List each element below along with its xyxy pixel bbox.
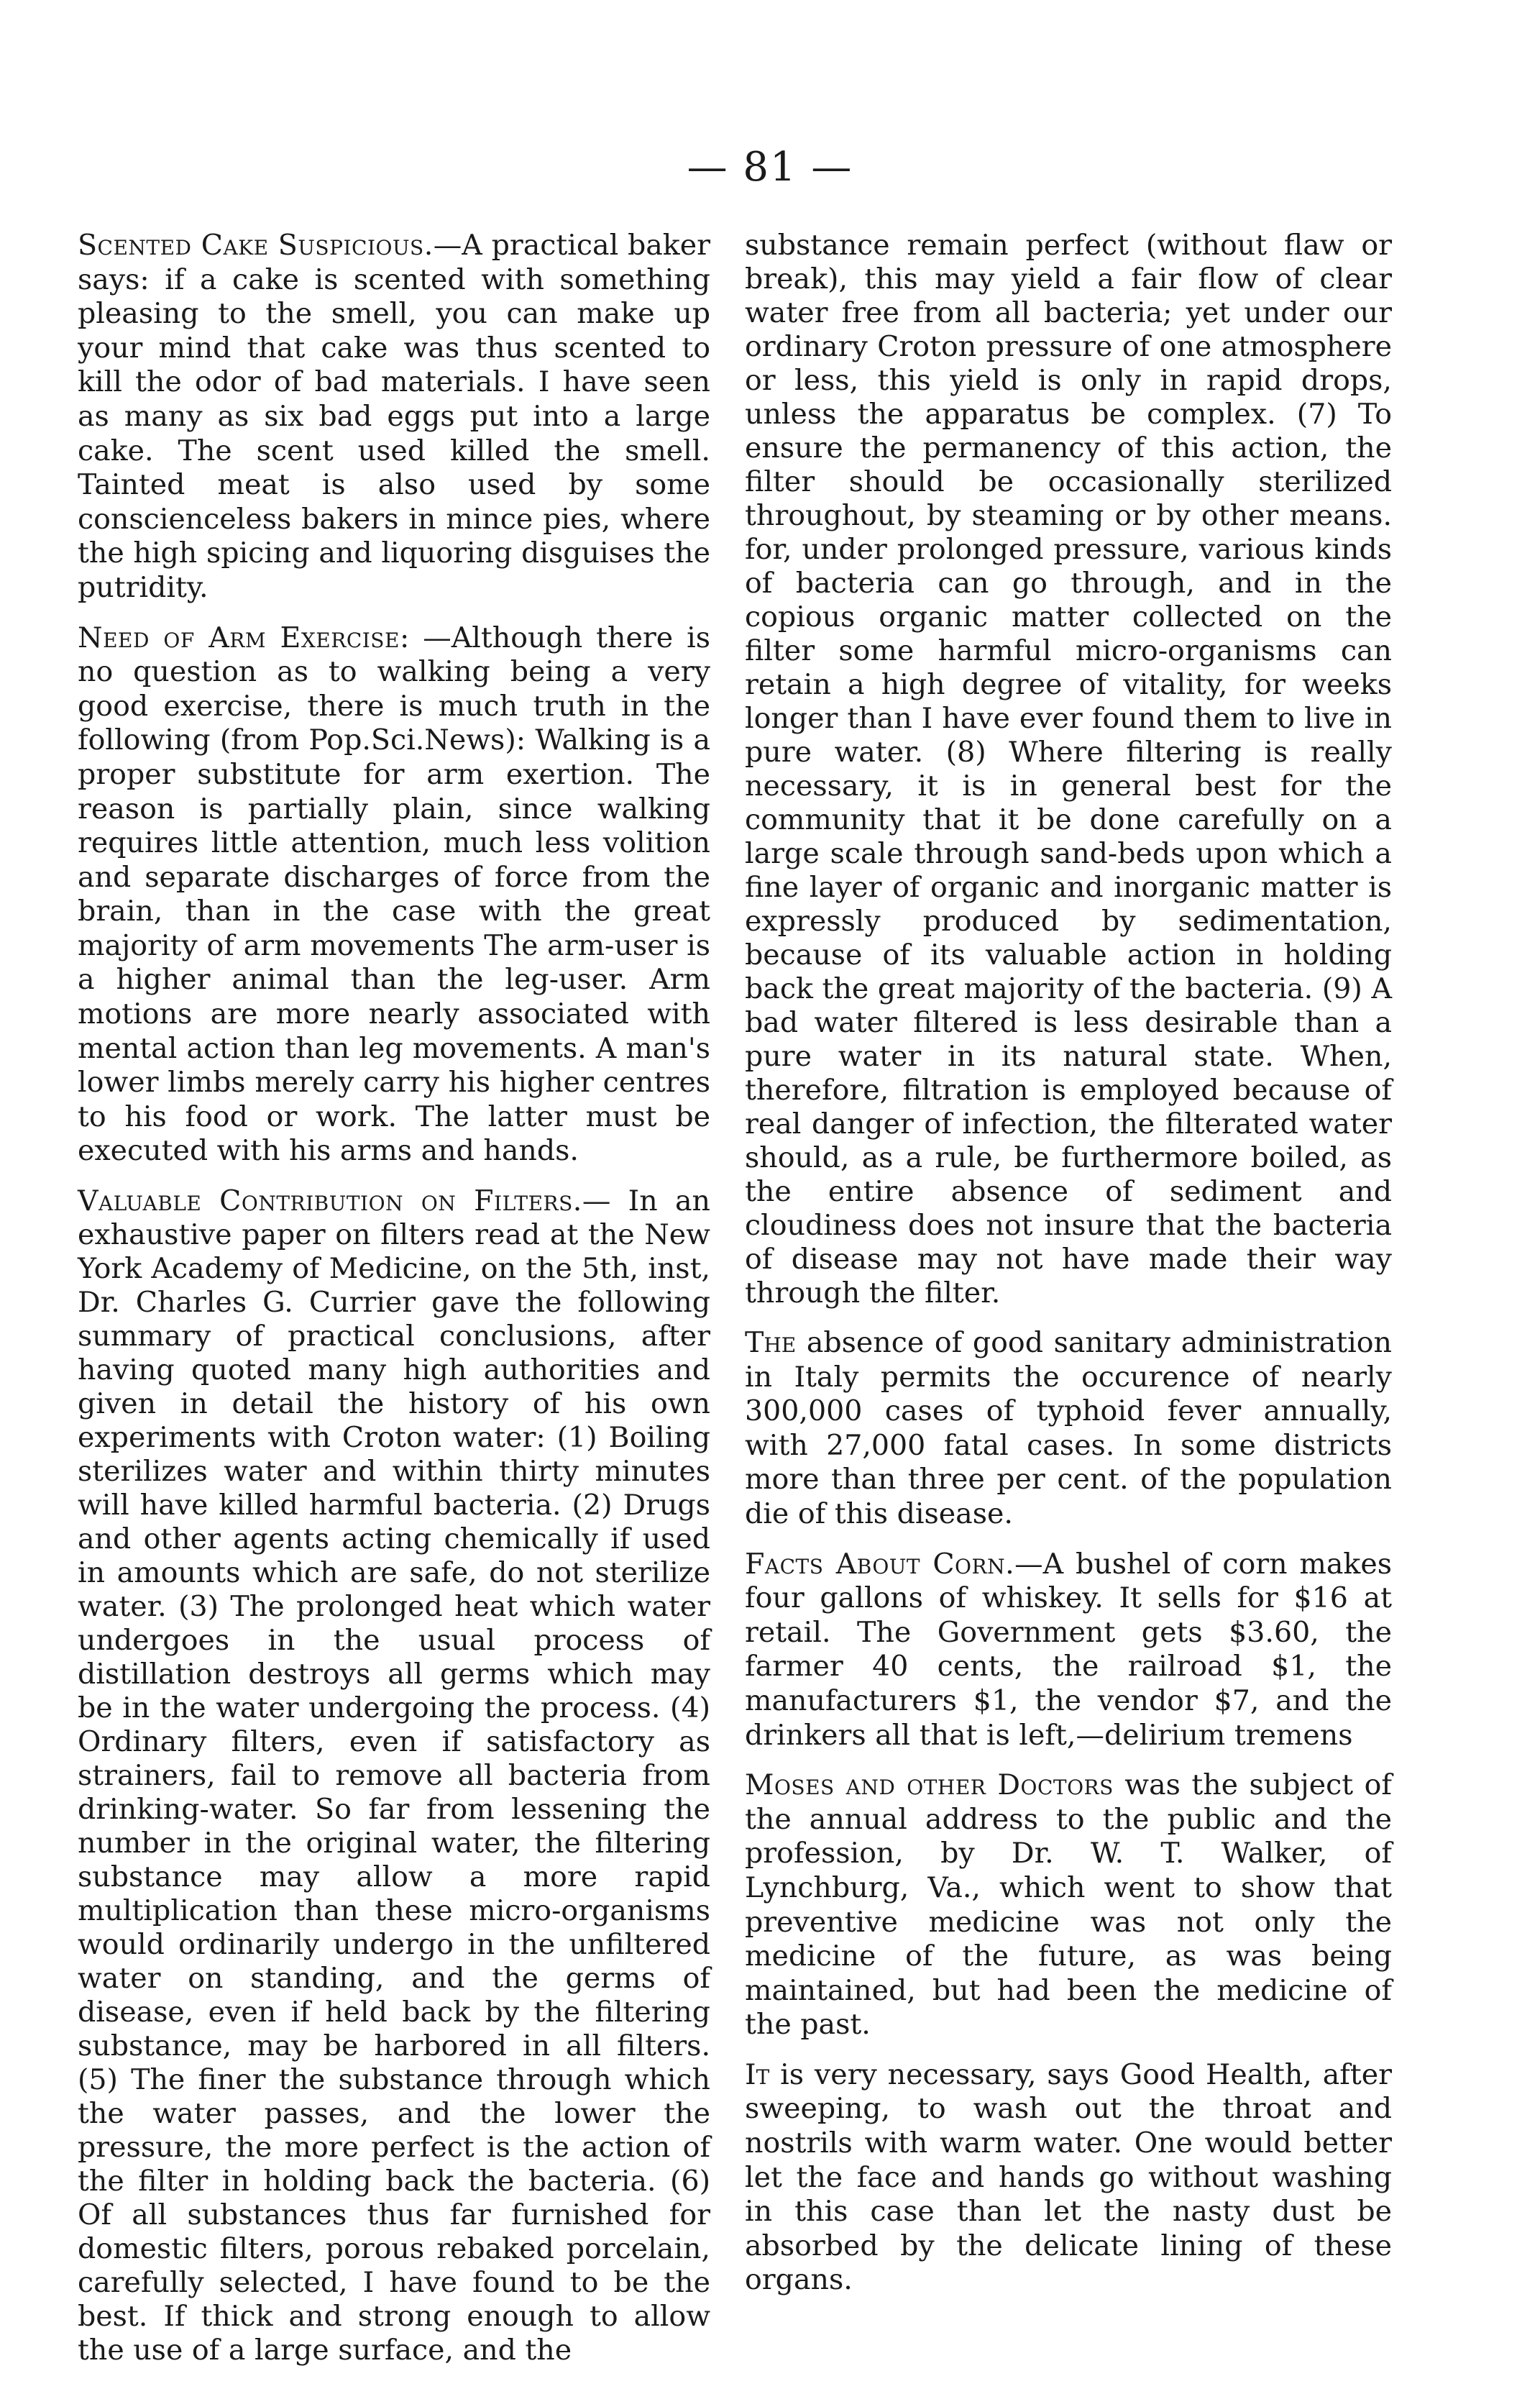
- article-heading: Valuable Contribution on Filters.: [78, 1184, 582, 1218]
- article-moses-doctors: [745, 1768, 1392, 2042]
- page-number: — 81 —: [687, 144, 853, 191]
- right-column: [745, 229, 1392, 2313]
- article-heading: Facts About Corn.: [745, 1547, 1015, 1581]
- article-body: was the subject of the annual address to the public and the profession, by Dr. W. T. Walker, of Lynchburg, Va., which went to show that preventive medicine was not only the medicine of the future, as was being maintained, but had been the medicine of the past.: [745, 1768, 1392, 2042]
- article-paragraph: [745, 1326, 1392, 1532]
- article-paragraph: [745, 1548, 1392, 1753]
- article-body: — In an exhaustive paper on filters read at the New York Academy of Medicine, on the 5th, inst, Dr. Charles G. Currier gave the following summary of practical conclusions, after having quoted many high authorities and given in detail the history of his own experiments with Croton water: (1) Boiling sterilizes water and within thirty minutes will have killed harmful bacteria. (2) Drugs and other agents acting chemically if used in amounts which are safe, do not sterilize water. (3) The prolonged heat which water undergoes in the usual process of distillation destroys all germs which may be in the water undergoing the process. (4) Ordinary filters, even if satisfactory as strainers, fail to remove all bacteria from drinking-water. So far from lessening the number in the original water, the filtering substance may allow a more rapid multiplication than these micro-organisms would ordinarily undergo in the unfiltered water on standing, and the germs of disease, even if held back by the filtering substance, may be harbored in all filters. (5) The finer the substance through which the water passes, and the lower the pressure, the more perfect is the action of the filter in holding back the bacteria. (6) Of all substances thus far furnished for domestic filters, porous rebaked porcelain, carefully selected, I have found to be the best. If thick and strong enough to allow the use of a large surface, and the: [78, 1184, 710, 2367]
- article-good-health: [745, 2058, 1392, 2298]
- article-body: —A practical baker says: if a cake is scented with something pleasing to the smell, you can make up your mind that cake was thus scented to kill the odor of bad materials. I have seen as many as six bad eggs put into a large cake. The scent used killed the smell. Tainted meat is also used by some conscienceless bakers in mince pies, where the high spicing and liquoring disguises the putridity.: [78, 229, 710, 604]
- article-filters: [78, 1184, 710, 2367]
- article-paragraph: [745, 229, 1392, 1310]
- article-heading: It: [745, 2057, 770, 2091]
- article-paragraph: [78, 1184, 710, 2367]
- article-body: absence of good sanitary administration in Italy permits the occurence of nearly 300,000 cases of typhoid fever annually, with 27,000 fatal cases. In some districts more than three per cent. of the population die of this disease.: [745, 1326, 1392, 1530]
- article-paragraph: [745, 2058, 1392, 2298]
- article-body: —A bushel of corn makes four gallons of whiskey. It sells for $16 at retail. The Government gets $3.60, the farmer 40 cents, the railroad $1, the manufacturers $1, the vendor $7, and the drinkers all that is left,—delirium tremens: [745, 1547, 1392, 1752]
- article-body: substance remain perfect (without flaw or break), this may yield a fair flow of clear water free from all bacteria; yet under our ordinary Croton pressure of one atmosphere or less, this yield is only in rapid drops, unless the apparatus be complex. (7) To ensure the permanency of this action, the filter should be occasionally sterilized throughout, by steaming or by other means. for, under prolonged pressure, various kinds of bacteria can go through, and in the copious organic matter collected on the filter some harmful micro-organisms can retain a high degree of vitality, for weeks longer than I have ever found them to live in pure water. (8) Where filtering is really necessary, it is in general best for the community that it be done carefully on a large scale through sand-beds upon which a fine layer of organic and inorganic matter is expressly produced by sedimentation, because of its valuable action in holding back the great majority of the bacteria. (9) A bad water filtered is less desirable than a pure water in its natural state. When, therefore, filtration is employed because of real danger of infection, the filterated water should, as a rule, be furthermore boiled, as the entire absence of sediment and cloudiness does not insure that the bacteria of disease may not have made their way through the filter.: [745, 229, 1392, 1310]
- article-arm-exercise: [78, 621, 710, 1169]
- article-heading: The: [745, 1326, 797, 1359]
- article-heading: Need of Arm Exercise: [78, 621, 400, 654]
- article-body: : —Although there is no question as to walking being a very good exercise, there is much truth in the following (from Pop.Sci.News): Walking is a proper substitute for arm exertion. The reason is partially plain, since walking requires little attention, much less volition and separate discharges of force from the brain, than in the case with the great majority of arm movements The arm-user is a higher animal than the leg-user. Arm motions are more nearly associated with mental action than leg movements. A man's lower limbs merely carry his higher centres to his food or work. The latter must be executed with his arms and hands.: [78, 621, 710, 1168]
- article-body: is very necessary, says Good Health, after sweeping, to wash out the throat and nostrils with warm water. One would better let the face and hands go without washing in this case than let the nasty dust be absorbed by the delicate lining of these organs.: [745, 2057, 1392, 2297]
- article-facts-about-corn: [745, 1548, 1392, 1753]
- article-paragraph: [78, 621, 710, 1169]
- article-italy-typhoid: [745, 1326, 1392, 1532]
- article-heading: Moses and other Doctors: [745, 1768, 1114, 1802]
- article-paragraph: [78, 229, 710, 606]
- article-heading: Scented Cake Suspicious.: [78, 229, 434, 262]
- article-paragraph: [745, 1768, 1392, 2042]
- left-column: [78, 229, 710, 2383]
- article-scented-cake: [78, 229, 710, 606]
- article-filters-continued: [745, 229, 1392, 1310]
